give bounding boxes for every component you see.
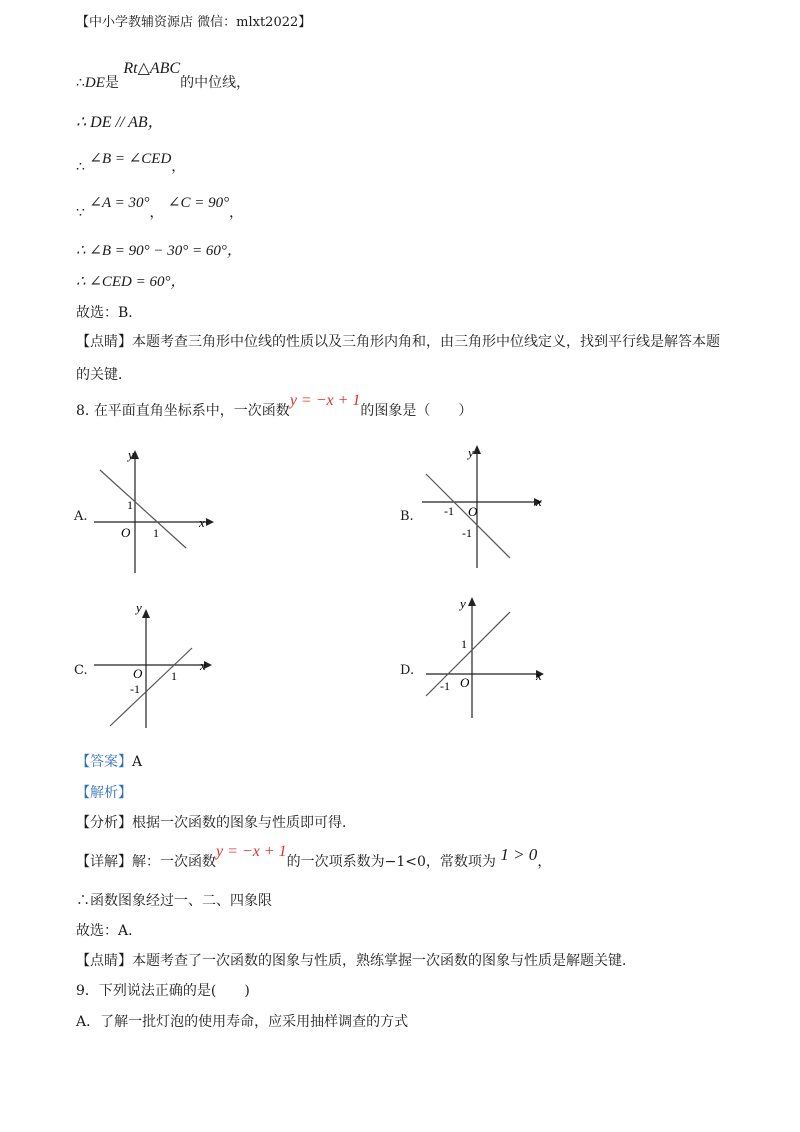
- answer-value: A: [132, 754, 143, 770]
- origin-label: O: [121, 525, 131, 540]
- option-a-graph: [90, 445, 220, 580]
- x-axis-label: x: [200, 658, 206, 673]
- x-intercept-tick: -1: [444, 504, 454, 518]
- detail-constant: 1 > 0: [500, 845, 538, 864]
- question-number: 8.: [76, 403, 90, 419]
- q8-stem-text: 在平面直角坐标系中，一次函数: [93, 403, 290, 419]
- comma: ，: [229, 205, 244, 221]
- option-b-letter: B.: [400, 509, 414, 524]
- detail-tag: 【详解】: [76, 854, 132, 870]
- segment-de: DE: [84, 75, 105, 91]
- x-axis-label: x: [536, 494, 542, 509]
- x-intercept-tick: -1: [440, 679, 450, 693]
- detail-line: [76, 843, 552, 871]
- comma: ，: [171, 159, 186, 175]
- option-c-letter: C.: [74, 663, 88, 678]
- option-d-graph: [418, 592, 553, 724]
- because-symbol: ∵: [76, 205, 85, 221]
- answer-tag: 【答案】: [76, 754, 132, 770]
- proof-is: 是: [104, 75, 119, 91]
- proof-comment-line-1: [76, 333, 720, 351]
- fenxi-line: [76, 814, 356, 832]
- proof-line-2: ∴ DE // AB，: [76, 114, 164, 131]
- option-d-letter: D.: [400, 663, 415, 678]
- comment-tag: 【点睛】: [76, 334, 132, 350]
- y-axis-label: y: [136, 600, 142, 615]
- y-intercept-tick: 1: [127, 498, 133, 512]
- quadrants-line: ∴函数图象经过一、二、四象限: [76, 893, 272, 909]
- option-b-graph: [418, 440, 553, 575]
- origin-label: O: [468, 504, 478, 519]
- y-intercept-tick: -1: [130, 682, 140, 696]
- page-header: 【中小学教辅资源店 微信：mlxt2022】: [76, 15, 312, 30]
- comma: ，: [149, 205, 164, 221]
- comment-text: 本题考查三角形中位线的性质以及三角形内角和，由三角形中位线定义，找到平行线是解答本题: [132, 334, 720, 350]
- answer-comment: [76, 952, 636, 970]
- q9-stem: 9．下列说法正确的是( ): [76, 983, 250, 999]
- origin-label: O: [133, 666, 143, 681]
- comma: ，: [537, 854, 552, 870]
- q8-stem-end: 的图象是（ ）: [360, 403, 473, 419]
- y-axis-label: y: [460, 596, 466, 611]
- y-intercept-tick: -1: [462, 526, 472, 540]
- proof-line-1: [76, 60, 251, 92]
- detail-function: y = −x + 1: [216, 843, 287, 860]
- x-intercept-tick: 1: [153, 526, 159, 540]
- q9-option-a: A．了解一批灯泡的使用寿命，应采用抽样调查的方式: [76, 1014, 409, 1030]
- fenxi-tag: 【分析】: [76, 815, 132, 831]
- angle-c: ∠C = 90°: [167, 195, 230, 211]
- y-axis-label: y: [468, 445, 474, 460]
- therefore-symbol: ∴: [76, 75, 85, 91]
- x-axis-label: x: [199, 515, 205, 530]
- answer-choice: 故选：A．: [76, 923, 143, 939]
- origin-label: O: [460, 675, 470, 690]
- detail-text: 解：一次函数: [132, 854, 216, 870]
- comment-text: 本题考查了一次函数的图象与性质，熟练掌握一次函数的图象与性质是解题关键．: [132, 953, 636, 969]
- proof-midline-text: 的中位线，: [180, 75, 251, 91]
- comment-tag: 【点睛】: [76, 953, 132, 969]
- angle-equality: ∠B = ∠CED: [89, 151, 172, 167]
- option-a-letter: A.: [74, 509, 88, 524]
- y-intercept-tick: 1: [461, 637, 467, 651]
- proof-line-4: [76, 194, 244, 221]
- q8-stem: [76, 392, 473, 420]
- answer-line: [76, 753, 142, 771]
- proof-line-5: ∴ ∠B = 90° − 30° = 60°，: [76, 243, 242, 259]
- option-c-graph: [90, 598, 220, 733]
- q8-function: y = −x + 1: [289, 392, 361, 409]
- proof-line-3: [76, 150, 186, 175]
- detail-coefficient: 的一次项系数为−1<0，常数项为: [286, 854, 496, 870]
- proof-comment-line-2: 的关键．: [76, 367, 132, 383]
- triangle-label: Rt△ABC: [123, 60, 181, 77]
- proof-line-6: ∴ ∠CED = 60°，: [76, 274, 186, 290]
- angle-a: ∠A = 30°: [89, 195, 150, 211]
- x-intercept-tick: 1: [171, 669, 177, 683]
- y-axis-label: y: [128, 447, 134, 462]
- analysis-tag: 【解析】: [76, 785, 132, 801]
- therefore-symbol: ∴: [76, 159, 85, 175]
- fenxi-text: 根据一次函数的图象与性质即可得．: [132, 815, 356, 831]
- x-axis-label: x: [536, 668, 542, 683]
- proof-choice: 故选：B．: [76, 305, 143, 321]
